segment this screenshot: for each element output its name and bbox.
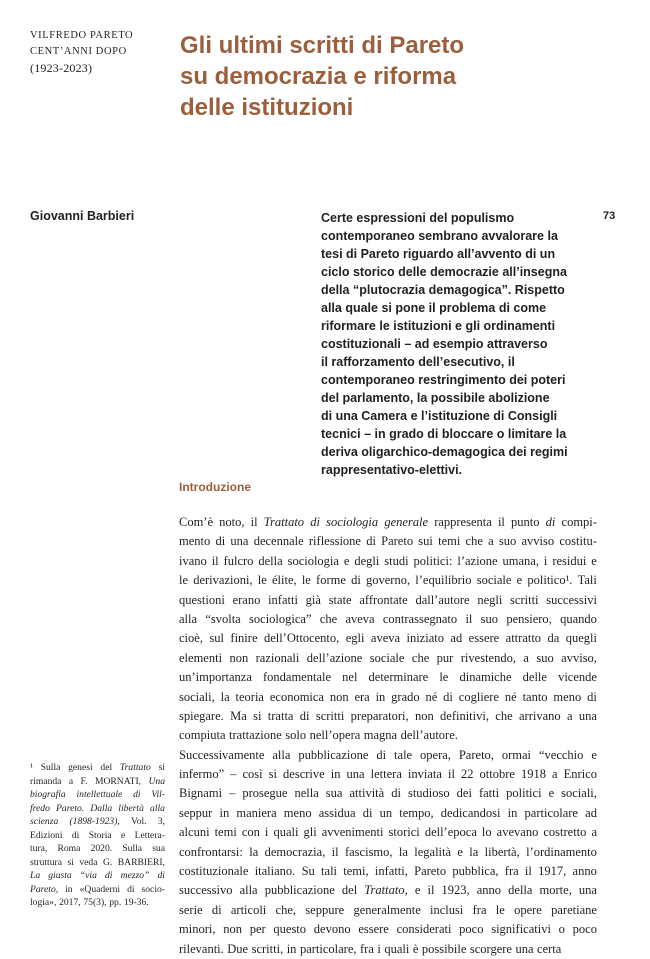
body-line: Successivamente alla pubblicazione di tale opera, Pareto, ormai “vecchio e [179, 747, 597, 762]
body-line: questioni erano infatti già state affrontate dall’autore negli scritti successivi [179, 592, 597, 607]
body-line: mento di una decennale riflessione di Pareto sui temi che a suo avviso costitu- [179, 534, 597, 549]
author-name: Giovanni Barbieri [30, 209, 135, 223]
body-line: minori, non per questo devono essere considerati poco significativi o poco [179, 922, 597, 937]
body-line: compiuta trattazione solo nell’opera magna dell’autore. [179, 728, 458, 743]
body-line: cioè, sul finire dell’Ottocento, egli aveva iniziato ad essere attratto da quegli [179, 631, 597, 646]
abstract-line: riformare le istituzioni e gli ordinamenti [321, 319, 556, 333]
abstract-line: tecnici – in grado di bloccare o limitare la [321, 427, 567, 441]
body-line: un’importanza fondamentale nel determinare le dinamiche delle vicende [179, 670, 597, 685]
footnote-line: rimanda a F. MORNATI, Una [30, 775, 165, 787]
body-line: costituzionale italiano. Su tali temi, infatti, Pareto pubblica, fra il 1917, anno [179, 864, 597, 879]
article-title-line: su democrazia e riforma [180, 63, 457, 90]
body-line: elementi non razionali dell’azione sociale che pur rivestendo, a suo avviso, [179, 650, 597, 665]
abstract-line: di una Camera e l’istituzione di Consigli [321, 409, 558, 423]
body-line: serie di articoli che, seppure generalmente inclusi fra le opere paretiane [179, 902, 597, 917]
abstract-line: Certe espressioni del populismo [321, 211, 515, 225]
body-line: successivo alla pubblicazione del Trattato, e il 1923, anno della morte, una [179, 883, 597, 898]
abstract-line: deriva oligarchico-demagogica dei regimi [321, 445, 568, 459]
footnote-line: La giusta “via di mezzo” di [30, 870, 165, 881]
series-subtitle: CENT’ANNI DOPO [30, 46, 127, 57]
body-line: le derivazioni, le élite, le forme di governo, l’equilibrio sociale e politico¹. Tali [179, 573, 597, 588]
footnote [30, 761, 165, 910]
footnote-line: fredo Pareto. Dalla libertà alla [30, 802, 165, 814]
body-line: Bignami – prosegue nella sua attività di studioso dei fatti politici e sociali, [179, 786, 597, 801]
body-line: ivano il fulcro della sociologia e degli studi politici: l’azione umana, i residui e [179, 553, 597, 568]
footnote-line: tura, Roma 2020. Sulla sua [30, 843, 165, 854]
footnote-line: Edizioni di Storia e Lettera- [30, 829, 165, 841]
body-text [179, 513, 597, 959]
body-line: rilevanti. Due scritti, in particolare, fra i quali è possibile scorgere una certa [179, 941, 562, 956]
footnote-line: biografia intellettuale di Vil- [30, 789, 165, 800]
body-line: spiegare. Ma si tratta di scritti preparatori, non definitivi, che arrivano a una [179, 708, 597, 723]
abstract-line: della “plutocrazia demagogica”. Rispetto [321, 283, 565, 297]
series-years: (1923-2023) [30, 61, 93, 75]
footnote-line: Pareto, in «Quaderni di socio- [30, 883, 165, 895]
abstract [321, 209, 591, 479]
abstract-line: rappresentativo-elettivi. [321, 463, 463, 477]
body-line: sociali, la teoria economica non era in grado né di cogliere né tanto meno di [179, 689, 597, 704]
abstract-line: contemporaneo sembrano avvalorare la [321, 229, 558, 243]
series-label [30, 28, 170, 76]
footnote-line: ¹ Sulla genesi del Trattato si [30, 762, 165, 773]
body-line: Com’è noto, il Trattato di sociologia generale rappresenta il punto di compi- [179, 515, 597, 529]
footnote-line: struttura si veda G. BARBIERI, [30, 856, 165, 868]
article-title-line: delle istituzioni [180, 94, 354, 121]
footnote-line: scienza (1898-1923), Vol. 3, [30, 816, 165, 827]
footnote-line: logia», 2017, 75(3), pp. 19-36. [30, 897, 149, 908]
abstract-line: del parlamento, la possibile abolizione [321, 391, 550, 405]
article-title-line: Gli ultimi scritti di Pareto [180, 32, 465, 59]
abstract-line: alla quale si pone il problema di come [321, 301, 547, 315]
section-heading: Introduzione [179, 480, 251, 494]
abstract-line: tesi di Pareto riguardo all’avvento di un [321, 247, 556, 261]
abstract-line: il rafforzamento dell’esecutivo, il [321, 355, 515, 369]
abstract-line: ciclo storico delle democrazie all’insegna [321, 265, 567, 279]
body-line: alcuni temi con i quali gli avvenimenti storici dell’epoca lo avevano costretto a [179, 825, 597, 840]
series-name: VILFREDO PARETO [30, 30, 134, 41]
body-line: seppur in maniera meno assidua di un tempo, dedicandosi in particolare ad [179, 805, 597, 820]
body-line: infermo” – così si descrive in una lettera inviata il 22 ottobre 1918 a Enrico [179, 767, 597, 782]
page-number: 73 [603, 210, 616, 222]
article-title [180, 30, 620, 123]
body-line: alla “svolta sociologica” che aveva contrassegnato il suo pensiero, quando [179, 611, 597, 626]
abstract-line: costituzionali – ad esempio attraverso [321, 337, 548, 351]
abstract-line: contemporaneo restringimento dei poteri [321, 373, 566, 387]
body-line: confrontarsi: la democrazia, il fascismo, la legalità e la libertà, l’ordinamento [179, 844, 597, 859]
